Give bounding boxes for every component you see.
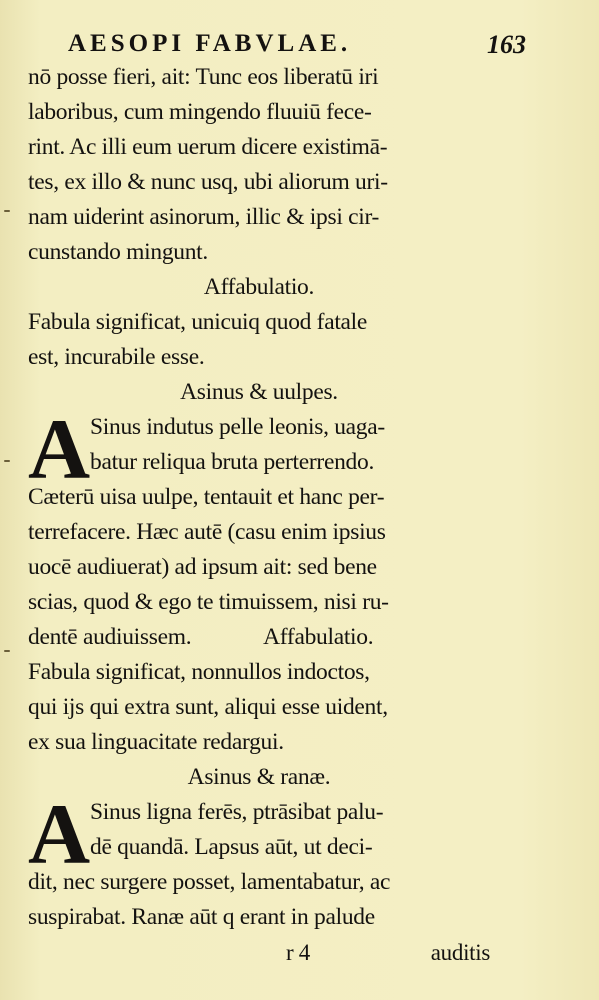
text-line: scias, quod & ego te timuissem, nisi ru- <box>28 589 389 615</box>
margin-mark <box>4 460 10 462</box>
page-number: 163 <box>487 30 526 59</box>
text-line: suspirabat. Ranæ aūt q erant in palude <box>28 904 375 930</box>
text-line: Sinus indutus pelle leonis, uaga- <box>90 414 385 440</box>
text-line <box>28 620 490 655</box>
text-line: rint. Ac illi eum uerum dicere existimā- <box>28 134 388 160</box>
text-line: dit, nec surgere posset, lamentabatur, ac <box>28 869 391 895</box>
text-line: laboribus, cum mingendo fluuiū fece- <box>28 99 372 125</box>
page-footer <box>28 935 490 970</box>
text-block <box>28 60 490 970</box>
margin-mark <box>4 210 10 212</box>
text-line: uocē audiuerat) ad ipsum ait: sed bene <box>28 554 377 580</box>
section-heading: Affabulatio. <box>203 274 315 300</box>
paragraph <box>28 401 490 760</box>
drop-cap: A <box>28 401 90 497</box>
text-line: cunstando mingunt. <box>28 239 208 265</box>
text-line: nam uiderint asinorum, illic & ipsi cir- <box>28 204 380 230</box>
text-line: Cæterū uisa uulpe, tentauit et hanc per- <box>28 484 385 510</box>
text-line: dē quandā. Lapsus aūt, ut deci- <box>90 834 373 860</box>
catchword: auditis <box>430 940 490 965</box>
text-line: qui ijs qui extra sunt, aliqui esse uident, <box>28 694 388 720</box>
text-line: nō posse fieri, ait: Tunc eos liberatū iri <box>28 64 379 90</box>
text-fragment: dentē audiuissem. <box>28 624 192 650</box>
text-line: terrefacere. Hæc autē (casu enim ipsius <box>28 519 386 545</box>
signature-mark: r 4 <box>286 940 311 965</box>
text-line: ex sua linguacitate redargui. <box>28 729 284 755</box>
text-line: Sinus ligna ferēs, ptrāsibat palu- <box>90 799 384 825</box>
text-line: Fabula significat, nonnullos indoctos, <box>28 659 370 685</box>
margin-mark <box>4 650 10 652</box>
text-line: batur reliqua bruta perterrendo. <box>90 449 375 475</box>
drop-cap: A <box>28 786 90 882</box>
running-title: AESOPI FABVLAE. <box>68 30 352 57</box>
text-line: est, incurabile esse. <box>28 344 205 370</box>
section-heading: Affabulatio. <box>263 624 374 650</box>
fable-title: Asinus & uulpes. <box>180 379 338 405</box>
fable-title: Asinus & ranæ. <box>187 764 331 790</box>
paragraph <box>28 786 490 935</box>
text-line: tes, ex illo & nunc usq, ubi aliorum uri- <box>28 169 388 195</box>
text-line: Fabula significat, unicuiq quod fatale <box>28 309 368 335</box>
